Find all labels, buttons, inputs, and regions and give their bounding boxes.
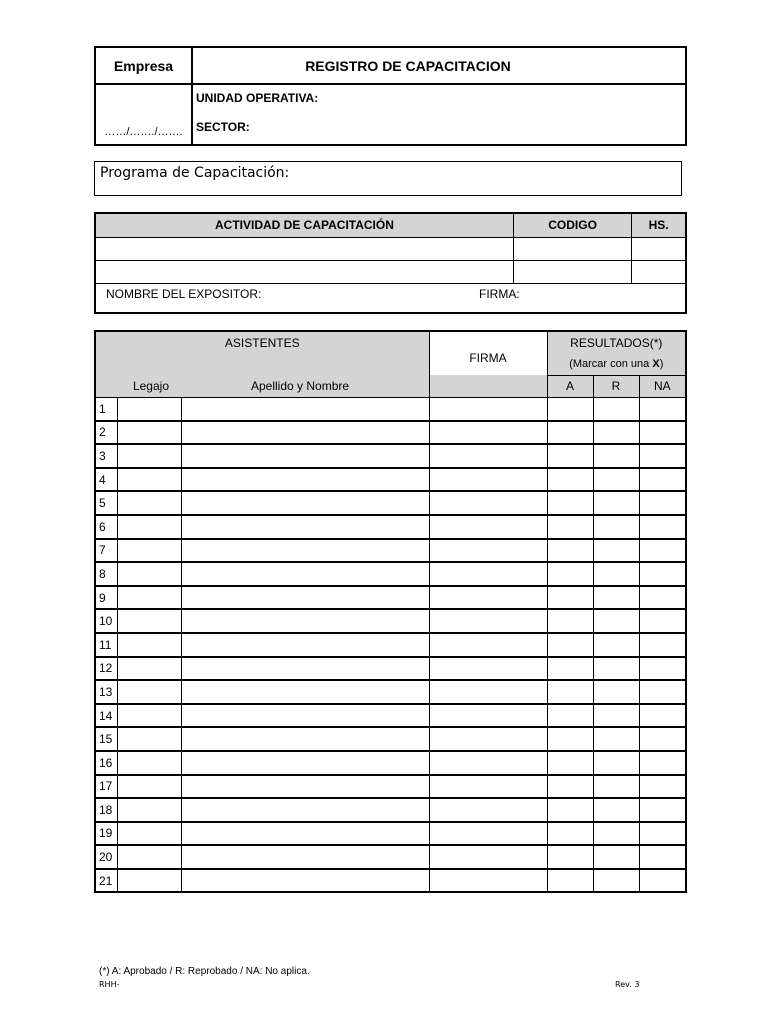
marcar-text: (Marcar con una (569, 357, 653, 370)
firma-cell[interactable] (429, 397, 547, 421)
na-cell[interactable] (639, 586, 686, 610)
firma-cell[interactable] (429, 421, 547, 445)
na-cell[interactable] (639, 444, 686, 468)
hs-cell[interactable] (632, 260, 686, 283)
legajo-cell[interactable] (117, 869, 181, 893)
row-number: 4 (95, 468, 117, 492)
nombre-cell[interactable] (181, 609, 429, 633)
na-cell[interactable] (639, 869, 686, 893)
firma-label: FIRMA: (479, 286, 520, 301)
legajo-cell[interactable] (117, 562, 181, 586)
firma-cell[interactable] (429, 539, 547, 563)
col-a: A (547, 375, 593, 397)
header-box (94, 46, 687, 146)
a-cell[interactable] (547, 562, 593, 586)
resultados-header: RESULTADOS(*) (547, 331, 686, 353)
r-cell[interactable] (593, 680, 639, 704)
programa-field[interactable] (94, 161, 682, 196)
nombre-cell[interactable] (181, 680, 429, 704)
a-cell[interactable] (547, 491, 593, 515)
legajo-cell[interactable] (117, 657, 181, 681)
table-row (95, 539, 686, 563)
r-cell[interactable] (593, 775, 639, 799)
r-cell[interactable] (593, 751, 639, 775)
nombre-cell[interactable] (181, 751, 429, 775)
firma-cell[interactable] (429, 609, 547, 633)
empresa-label: Empresa (96, 48, 193, 85)
na-cell[interactable] (639, 822, 686, 846)
a-cell[interactable] (547, 515, 593, 539)
legajo-cell[interactable] (117, 822, 181, 846)
table-row (95, 845, 686, 869)
footnote: (*) A: Aprobado / R: Reprobado / NA: No aplica. (99, 966, 310, 977)
nombre-cell[interactable] (181, 586, 429, 610)
row-number: 1 (95, 397, 117, 421)
row-number: 19 (95, 822, 117, 846)
na-cell[interactable] (639, 397, 686, 421)
nombre-cell[interactable] (181, 397, 429, 421)
row-number: 7 (95, 539, 117, 563)
firma-cell[interactable] (429, 633, 547, 657)
unidad-operativa-label: UNIDAD OPERATIVA: (196, 91, 319, 105)
table-row (95, 633, 686, 657)
a-cell[interactable] (547, 444, 593, 468)
legajo-cell[interactable] (117, 539, 181, 563)
table-row (95, 397, 686, 421)
a-cell[interactable] (547, 609, 593, 633)
marcar-note (547, 353, 686, 375)
r-cell[interactable] (593, 869, 639, 893)
na-cell[interactable] (639, 609, 686, 633)
nombre-cell[interactable] (181, 468, 429, 492)
table-row (95, 704, 686, 728)
legajo-header: Legajo (95, 375, 181, 397)
r-cell[interactable] (593, 421, 639, 445)
legajo-cell[interactable] (117, 704, 181, 728)
r-cell[interactable] (593, 397, 639, 421)
legajo-cell[interactable] (117, 775, 181, 799)
na-cell[interactable] (639, 421, 686, 445)
nombre-cell[interactable] (181, 657, 429, 681)
row-number: 18 (95, 798, 117, 822)
table-row (95, 586, 686, 610)
na-cell[interactable] (639, 704, 686, 728)
row-number: 15 (95, 727, 117, 751)
r-cell[interactable] (593, 491, 639, 515)
table-row (95, 609, 686, 633)
na-cell[interactable] (639, 845, 686, 869)
asistentes-spacer (95, 353, 429, 375)
r-cell[interactable] (593, 444, 639, 468)
row-number: 13 (95, 680, 117, 704)
firma-header-bottom (429, 375, 547, 397)
a-cell[interactable] (547, 751, 593, 775)
row-number: 14 (95, 704, 117, 728)
firma-cell[interactable] (429, 798, 547, 822)
hs-cell[interactable] (632, 237, 686, 260)
marcar-end: ) (659, 357, 664, 370)
a-cell[interactable] (547, 633, 593, 657)
r-cell[interactable] (593, 468, 639, 492)
na-cell[interactable] (639, 515, 686, 539)
asistentes-table (94, 330, 687, 893)
table-row (95, 822, 686, 846)
expositor-label: NOMBRE DEL EXPOSITOR: (106, 286, 262, 301)
legajo-cell[interactable] (117, 397, 181, 421)
na-cell[interactable] (639, 775, 686, 799)
a-cell[interactable] (547, 798, 593, 822)
nombre-cell[interactable] (181, 775, 429, 799)
row-number: 9 (95, 586, 117, 610)
legajo-cell[interactable] (117, 633, 181, 657)
na-cell[interactable] (639, 798, 686, 822)
apellido-header: Apellido y Nombre (181, 375, 429, 397)
table-row (95, 775, 686, 799)
page-title: REGISTRO DE CAPACITACION (191, 48, 685, 85)
date-field[interactable] (96, 83, 193, 144)
row-number: 5 (95, 491, 117, 515)
nombre-cell[interactable] (181, 869, 429, 893)
nombre-cell[interactable] (181, 704, 429, 728)
row-number: 16 (95, 751, 117, 775)
firma-cell[interactable] (429, 444, 547, 468)
a-cell[interactable] (547, 704, 593, 728)
expositor-row[interactable] (95, 283, 686, 313)
row-number: 20 (95, 845, 117, 869)
nombre-cell[interactable] (181, 444, 429, 468)
r-cell[interactable] (593, 822, 639, 846)
firma-cell[interactable] (429, 727, 547, 751)
a-cell[interactable] (547, 657, 593, 681)
legajo-cell[interactable] (117, 751, 181, 775)
table-row (95, 468, 686, 492)
table-row (95, 491, 686, 515)
r-cell[interactable] (593, 798, 639, 822)
row-number: 2 (95, 421, 117, 445)
table-row (95, 515, 686, 539)
nombre-cell[interactable] (181, 798, 429, 822)
a-cell[interactable] (547, 727, 593, 751)
table-row (95, 798, 686, 822)
table-row (95, 727, 686, 751)
nombre-cell[interactable] (181, 845, 429, 869)
na-cell[interactable] (639, 633, 686, 657)
nombre-cell[interactable] (181, 515, 429, 539)
a-cell[interactable] (547, 421, 593, 445)
rhh-code: RHH- (99, 980, 120, 989)
table-row (95, 751, 686, 775)
legajo-cell[interactable] (117, 680, 181, 704)
row-number: 17 (95, 775, 117, 799)
col-na: NA (639, 375, 686, 397)
firma-cell[interactable] (429, 775, 547, 799)
firma-cell[interactable] (429, 845, 547, 869)
r-cell[interactable] (593, 727, 639, 751)
na-cell[interactable] (639, 491, 686, 515)
a-cell[interactable] (547, 586, 593, 610)
a-cell[interactable] (547, 775, 593, 799)
r-cell[interactable] (593, 515, 639, 539)
legajo-cell[interactable] (117, 609, 181, 633)
marcar-x: X (652, 357, 660, 370)
firma-cell[interactable] (429, 680, 547, 704)
actividad-cell[interactable] (95, 260, 513, 283)
nombre-cell[interactable] (181, 491, 429, 515)
a-cell[interactable] (547, 680, 593, 704)
r-cell[interactable] (593, 539, 639, 563)
legajo-cell[interactable] (117, 727, 181, 751)
firma-cell[interactable] (429, 468, 547, 492)
col-codigo: CODIGO (513, 213, 631, 237)
row-number: 21 (95, 869, 117, 893)
a-cell[interactable] (547, 822, 593, 846)
legajo-cell[interactable] (117, 444, 181, 468)
na-cell[interactable] (639, 751, 686, 775)
asistentes-rows (95, 397, 686, 892)
nombre-cell[interactable] (181, 539, 429, 563)
col-r: R (593, 375, 639, 397)
na-cell[interactable] (639, 727, 686, 751)
legajo-cell[interactable] (117, 845, 181, 869)
firma-header: FIRMA (429, 331, 547, 375)
nombre-cell[interactable] (181, 421, 429, 445)
r-cell[interactable] (593, 704, 639, 728)
r-cell[interactable] (593, 845, 639, 869)
a-cell[interactable] (547, 397, 593, 421)
col-actividad: ACTIVIDAD DE CAPACITACIÓN (95, 213, 513, 237)
codigo-cell[interactable] (513, 237, 631, 260)
r-cell[interactable] (593, 562, 639, 586)
row-number: 12 (95, 657, 117, 681)
row-number: 3 (95, 444, 117, 468)
table-row (95, 421, 686, 445)
date-placeholder: ……/……./……. (104, 126, 183, 138)
a-cell[interactable] (547, 468, 593, 492)
r-cell[interactable] (593, 657, 639, 681)
revision: Rev. 3 (615, 980, 640, 989)
r-cell[interactable] (593, 586, 639, 610)
row-number: 10 (95, 609, 117, 633)
table-row (95, 562, 686, 586)
na-cell[interactable] (639, 680, 686, 704)
firma-cell[interactable] (429, 704, 547, 728)
firma-cell[interactable] (429, 491, 547, 515)
legajo-cell[interactable] (117, 491, 181, 515)
firma-cell[interactable] (429, 586, 547, 610)
codigo-cell[interactable] (513, 260, 631, 283)
r-cell[interactable] (593, 609, 639, 633)
table-row (95, 444, 686, 468)
legajo-cell[interactable] (117, 468, 181, 492)
firma-cell[interactable] (429, 751, 547, 775)
na-cell[interactable] (639, 468, 686, 492)
nombre-cell[interactable] (181, 562, 429, 586)
table-row (95, 680, 686, 704)
a-cell[interactable] (547, 845, 593, 869)
firma-cell[interactable] (429, 515, 547, 539)
col-hs: HS. (632, 213, 686, 237)
firma-cell[interactable] (429, 822, 547, 846)
table-row (95, 869, 686, 893)
table-row (95, 657, 686, 681)
nombre-cell[interactable] (181, 822, 429, 846)
sector-label: SECTOR: (196, 120, 250, 134)
nombre-cell[interactable] (181, 633, 429, 657)
programa-label: Programa de Capacitación: (100, 165, 290, 181)
actividad-cell[interactable] (95, 237, 513, 260)
firma-cell[interactable] (429, 657, 547, 681)
asistentes-header: ASISTENTES (95, 331, 429, 353)
a-cell[interactable] (547, 869, 593, 893)
firma-cell[interactable] (429, 562, 547, 586)
na-cell[interactable] (639, 657, 686, 681)
firma-cell[interactable] (429, 869, 547, 893)
r-cell[interactable] (593, 633, 639, 657)
na-cell[interactable] (639, 562, 686, 586)
legajo-cell[interactable] (117, 586, 181, 610)
na-cell[interactable] (639, 539, 686, 563)
nombre-cell[interactable] (181, 727, 429, 751)
legajo-cell[interactable] (117, 798, 181, 822)
a-cell[interactable] (547, 539, 593, 563)
actividad-table (94, 212, 687, 314)
legajo-cell[interactable] (117, 515, 181, 539)
row-number: 11 (95, 633, 117, 657)
legajo-cell[interactable] (117, 421, 181, 445)
row-number: 6 (95, 515, 117, 539)
row-number: 8 (95, 562, 117, 586)
